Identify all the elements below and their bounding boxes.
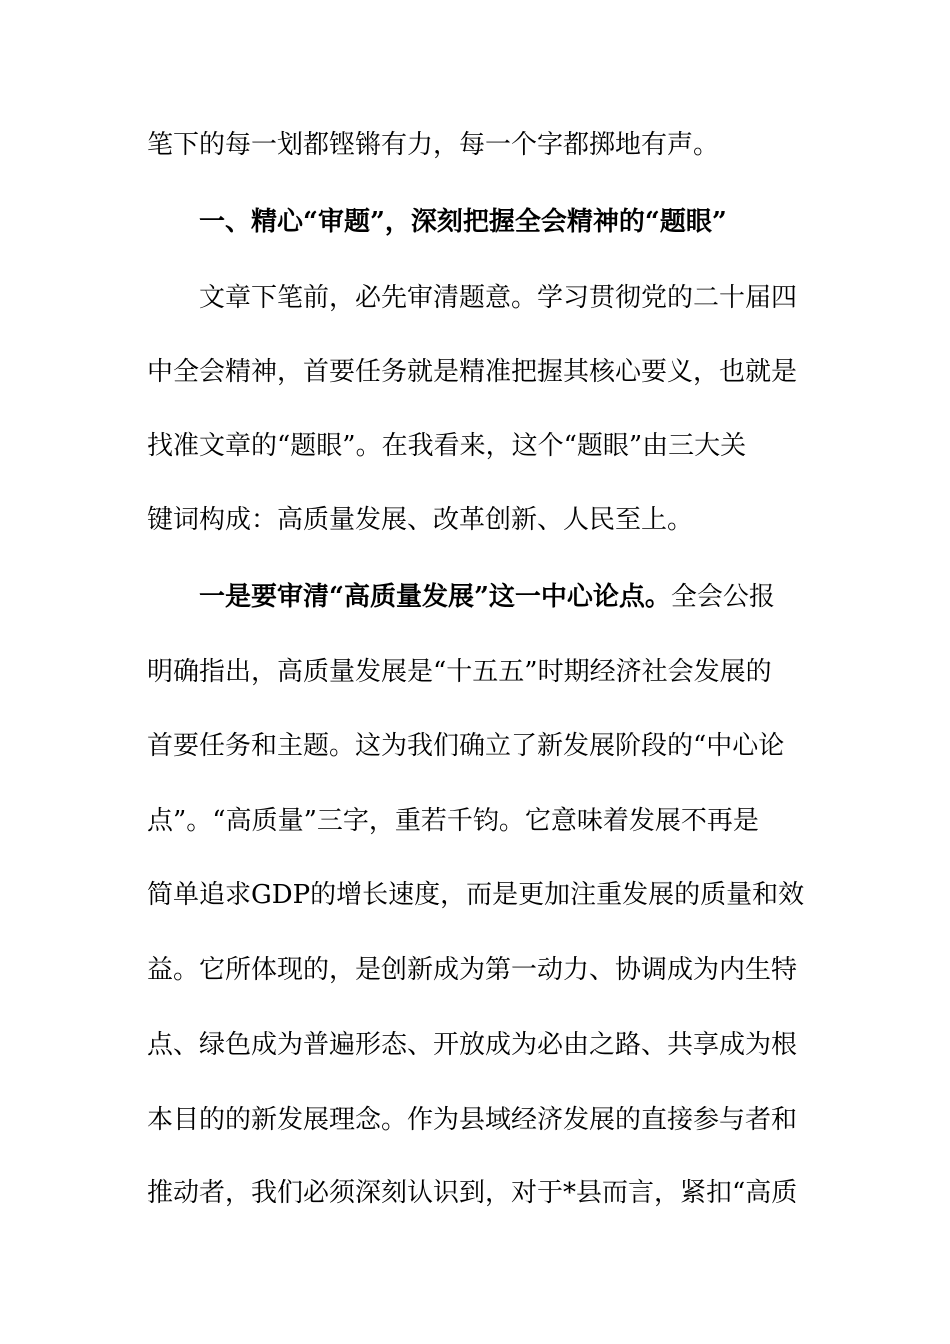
body-text-line: 找准文章的“题眼”。在我看来，这个“题眼”由三大关 [147,431,747,461]
body-text-line: 点、绿色成为普遍形态、开放成为必由之路、共享成为根 [147,1030,798,1060]
body-text-line: 文章下笔前，必先审清题意。学习贯彻党的二十届四 [199,283,798,313]
body-text-line: 益。它所体现的，是创新成为第一动力、协调成为内生特 [147,955,798,985]
body-text-line: 明确指出，高质量发展是“十五五”时期经济社会发展的 [147,657,772,687]
body-text-line: 首要任务和主题。这为我们确立了新发展阶段的“中心论 [147,731,785,761]
body-text-segment: 全会公报 [670,582,775,612]
body-text-line: 中全会精神，首要任务就是精准把握其核心要义，也就是 [147,357,798,387]
body-text-line: 键词构成：高质量发展、改革创新、人民至上。 [147,505,694,535]
body-text-line: 本目的的新发展理念。作为县域经济发展的直接参与者和 [147,1105,798,1135]
body-text-line: 笔下的每一划都铿锵有力，每一个字都掷地有声。 [147,130,720,160]
body-text-line: 简单追求GDP的增长速度，而是更加注重发展的质量和效 [147,880,805,910]
section-heading: 一、精心“审题”，深刻把握全会精神的“题眼” [199,207,727,237]
body-text-line [199,582,775,612]
body-text-line: 点”。“高质量”三字，重若千钧。它意味着发展不再是 [147,806,759,836]
bold-lead-sentence: 一是要审清“高质量发展”这一中心论点。 [199,582,671,612]
body-text-line: 推动者，我们必须深刻认识到，对于*县而言，紧扣“高质 [147,1178,798,1208]
